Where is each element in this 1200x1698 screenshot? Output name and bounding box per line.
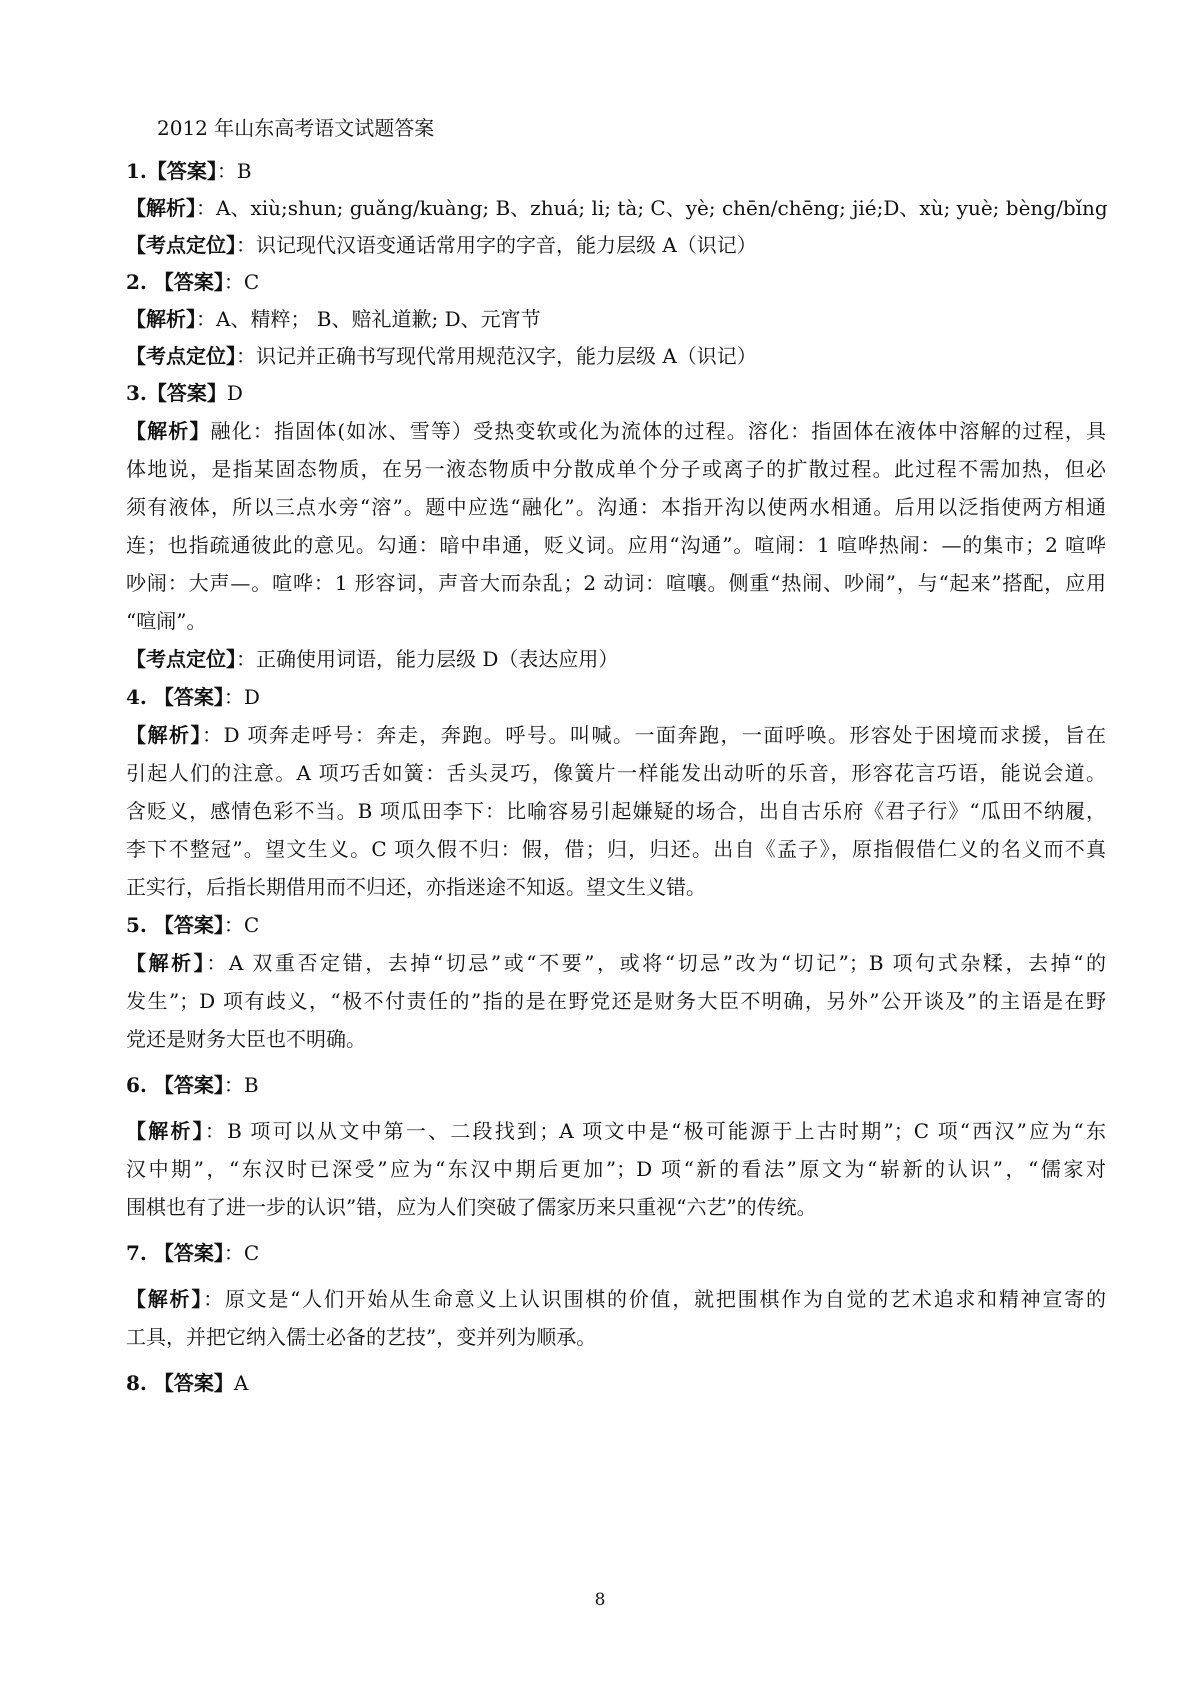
line-tag: 6. 【答案】 <box>126 1073 224 1097</box>
line-text: ：B 项可以从文中第一、二段找到；A 项文中是“极可能源于上古时期”；C 项“西汉”应为“东 <box>204 1119 1107 1143</box>
line-text: ：识记现代汉语变通话常用字的字音，能力层级 A（识记） <box>236 233 757 257</box>
line-tag: 【解析】 <box>126 1119 205 1143</box>
text-line <box>126 1155 1106 1183</box>
line-text: 连；也指疏通彼此的意见。勾通：暗中串通，贬义词。应用“沟通”。喧闹：1 喧哗热闹：—的集市；2 喧哗 <box>126 533 1106 557</box>
line-tag: 7. 【答案】 <box>126 1241 224 1265</box>
text-line <box>126 797 1106 825</box>
line-tag: 【解析】 <box>126 196 196 220</box>
text-line <box>126 305 1106 333</box>
line-tag: 3.【答案】 <box>126 381 227 405</box>
line-tag: 1.【答案】 <box>126 159 217 183</box>
line-text: ：A 双重否定错，去掉“切忌”或“不要”，或将“切忌”改为“切记”；B 项句式杂糅，去掉“的 <box>206 951 1106 975</box>
line-text: 发生”；D 项有歧义，“极不付责任的”指的是在野党还是财务大臣不明确，另外”公开谈及”的主语是在野 <box>126 989 1106 1013</box>
text-line <box>126 987 1106 1015</box>
text-line <box>126 268 1106 296</box>
line-tag: 【解析】 <box>126 951 207 975</box>
line-tag: 【解析】 <box>126 723 203 747</box>
line-text: ：原文是“人们开始从生命意义上认识围棋的价值，就把围棋作为自觉的艺术追求和精神宣寄的 <box>203 1287 1106 1311</box>
text-line <box>126 835 1106 863</box>
text-line <box>126 569 1106 597</box>
line-text: ：C <box>223 1241 260 1265</box>
text-line <box>126 1285 1106 1313</box>
line-text: ：C <box>223 913 260 937</box>
text-line <box>126 1117 1106 1145</box>
text-line <box>126 1193 1106 1221</box>
line-text: ：D <box>223 685 260 709</box>
line-tag: 【考点定位】 <box>126 344 236 368</box>
text-line <box>126 1369 1106 1397</box>
text-line <box>126 759 1106 787</box>
text-line <box>126 455 1106 483</box>
line-text: ：正确使用词语，能力层级 D（表达应用） <box>236 647 619 671</box>
document-title: 2012 年山东高考语文试题答案 <box>157 116 435 140</box>
text-line <box>126 157 1106 185</box>
line-text: 正实行，后指长期借用而不归还，亦指迷途不知返。望文生义错。 <box>126 875 706 899</box>
line-text: 围棋也有了进一步的认识”错，应为人们突破了儒家历来只重视“六艺”的传统。 <box>126 1195 817 1219</box>
line-text: 李下不整冠”。望文生义。C 项久假不归：假，借；归，归还。出自《孟子》，原指假借仁义的名义而不真 <box>126 837 1106 861</box>
text-line <box>126 1323 1106 1351</box>
text-line <box>126 194 1106 222</box>
text-line <box>126 531 1106 559</box>
line-text: ：A、xiù;shun; guǎng/kuàng; B、zhuá; li; tà; C、yè; chēn/chēng; jié;D、xù; yuè; bèng/bǐng <box>196 196 1108 220</box>
text-line <box>126 683 1106 711</box>
text-line <box>126 342 1106 370</box>
text-line <box>126 1239 1106 1267</box>
line-text: ：D 项奔走呼号：奔走，奔跑。呼号。叫喊。一面奔跑，一面呼唤。形容处于困境而求援，旨在 <box>202 723 1106 747</box>
line-tag: 【考点定位】 <box>126 233 236 257</box>
text-line <box>126 417 1106 445</box>
line-text: ：C <box>223 270 260 294</box>
line-text: D <box>226 381 243 405</box>
text-line <box>126 379 1106 407</box>
text-line <box>126 493 1106 521</box>
text-line <box>126 645 1106 673</box>
line-tag: 8. 【答案】 <box>126 1371 234 1395</box>
text-line <box>126 721 1106 749</box>
line-text: “喧闹”。 <box>126 609 207 633</box>
line-text: 须有液体，所以三点水旁“溶”。题中应选“融化”。沟通：本指开沟以使两水相通。后用以泛指使两方相通 <box>126 495 1106 519</box>
line-text: 引起人们的注意。A 项巧舌如簧：舌头灵巧，像簧片一样能发出动听的乐音，形容花言巧语，能说会道。 <box>126 761 1106 785</box>
line-tag: 【考点定位】 <box>126 647 236 671</box>
line-text: 汉中期”，“东汉时已深受”应为“东汉中期后更加”；D 项“新的看法”原文为“崭新的认识”，“儒家对 <box>126 1157 1106 1181</box>
line-tag: 2. 【答案】 <box>126 270 224 294</box>
text-line <box>126 949 1106 977</box>
text-line <box>126 911 1106 939</box>
text-line <box>126 873 1106 901</box>
line-tag: 【解析】 <box>126 419 211 443</box>
line-tag: 5. 【答案】 <box>126 913 224 937</box>
line-text: ：B <box>216 159 252 183</box>
line-text: ：B <box>223 1073 259 1097</box>
text-line <box>126 231 1106 259</box>
text-line <box>126 1071 1106 1099</box>
line-text: 吵闹：大声—。喧哗：1 形容词，声音大而杂乱；2 动词：喧嚷。侧重“热闹、吵闹”，与“起来”搭配，应用 <box>126 571 1106 595</box>
text-line <box>126 607 1106 635</box>
line-text: 党还是财务大臣也不明确。 <box>126 1027 366 1051</box>
line-text: ：A、精粹； B、赔礼道歉; D、元宵节 <box>196 307 541 331</box>
line-text: 体地说，是指某固态物质，在另一液态物质中分散成单个分子或离子的扩散过程。此过程不需加热，但必 <box>126 457 1106 481</box>
line-tag: 【解析】 <box>126 1287 204 1311</box>
line-text: 含贬义，感情色彩不当。B 项瓜田李下：比喻容易引起嫌疑的场合，出自古乐府《君子行》“瓜田不纳履， <box>126 799 1106 823</box>
line-text: ：识记并正确书写现代常用规范汉字，能力层级 A（识记） <box>236 344 757 368</box>
text-line <box>126 1025 1106 1053</box>
line-text: 工具，并把它纳入儒士必备的艺技”，变并列为顺承。 <box>126 1325 597 1349</box>
line-text: 融化：指固体(如冰、雪等）受热变软或化为流体的过程。溶化：指固体在液体中溶解的过程，具 <box>210 419 1106 443</box>
line-tag: 4. 【答案】 <box>126 685 224 709</box>
line-text: A <box>233 1371 249 1395</box>
page-number: 8 <box>594 1590 606 1610</box>
line-tag: 【解析】 <box>126 307 196 331</box>
